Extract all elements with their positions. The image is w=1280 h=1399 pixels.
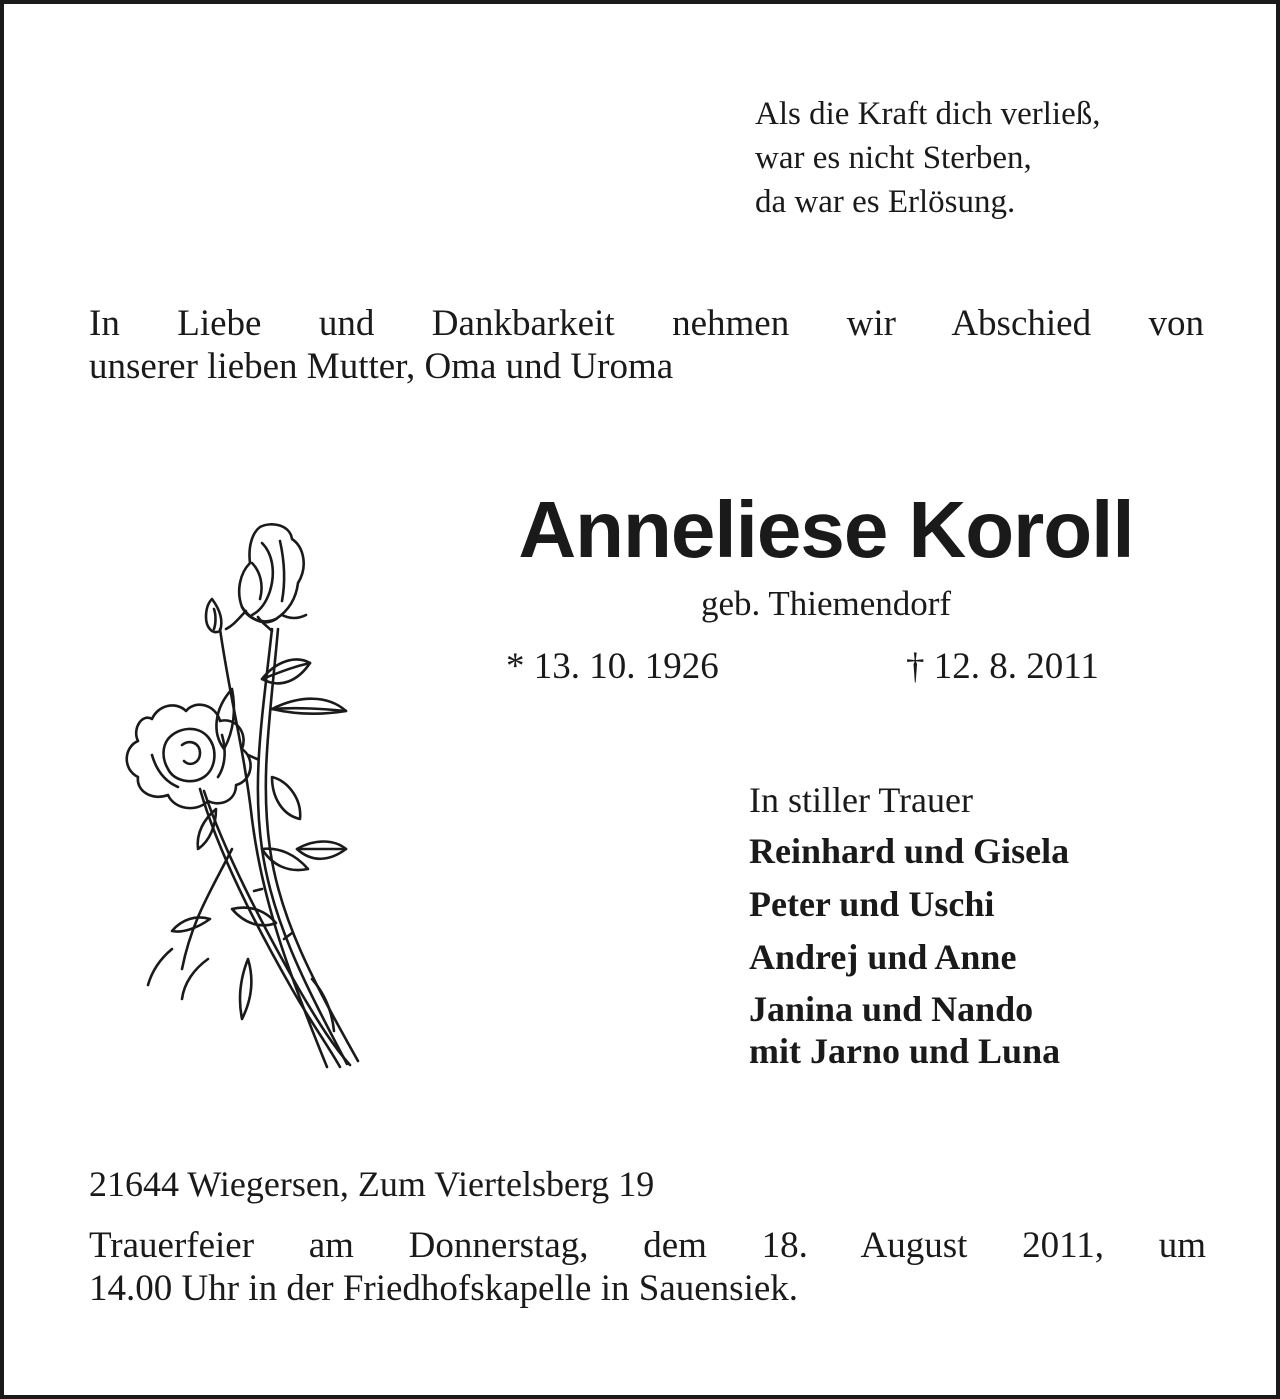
- ceremony-line: Trauerfeier am Donnerstag, dem 18. August 2011, um: [89, 1225, 1206, 1266]
- family-address: 21644 Wiegersen, Zum Viertelsberg 19: [89, 1164, 655, 1204]
- mourner-name-line: mit Jarno und Luna: [749, 1031, 1061, 1071]
- intro-line: unserer lieben Mutter, Oma und Uroma: [89, 346, 674, 387]
- poem-line: war es nicht Sterben,: [755, 140, 1032, 176]
- mourner-name: [749, 988, 1069, 1072]
- mourners-heading: In stiller Trauer: [749, 780, 973, 820]
- mourners-list: [749, 778, 1069, 1081]
- intro-line: In Liebe und Dankbarkeit nehmen wir Abschied von: [89, 303, 1204, 344]
- poem-line: Als die Kraft dich verließ,: [755, 96, 1101, 132]
- ceremony-line: 14.00 Uhr in der Friedhofskapelle in Sauensiek.: [89, 1268, 799, 1309]
- death-date: † 12. 8. 2011: [906, 646, 1099, 687]
- rose-drawing-icon: [112, 519, 382, 1079]
- funeral-service-text: [89, 1224, 1206, 1310]
- birth-name: geb. Thiemendorf: [700, 584, 952, 623]
- intro-text: [89, 302, 1204, 388]
- deceased-name: Anneliese Koroll: [518, 485, 1134, 574]
- birth-date: * 13. 10. 1926: [506, 646, 719, 687]
- mourner-name: Andrej und Anne: [749, 937, 1017, 977]
- poem-line: da war es Erlösung.: [755, 184, 1016, 220]
- poem-quote: [755, 92, 1100, 224]
- mourner-name: Reinhard und Gisela: [749, 831, 1070, 871]
- mourner-name: Peter und Uschi: [749, 884, 995, 924]
- mourner-name-line: Janina und Nando: [749, 989, 1034, 1029]
